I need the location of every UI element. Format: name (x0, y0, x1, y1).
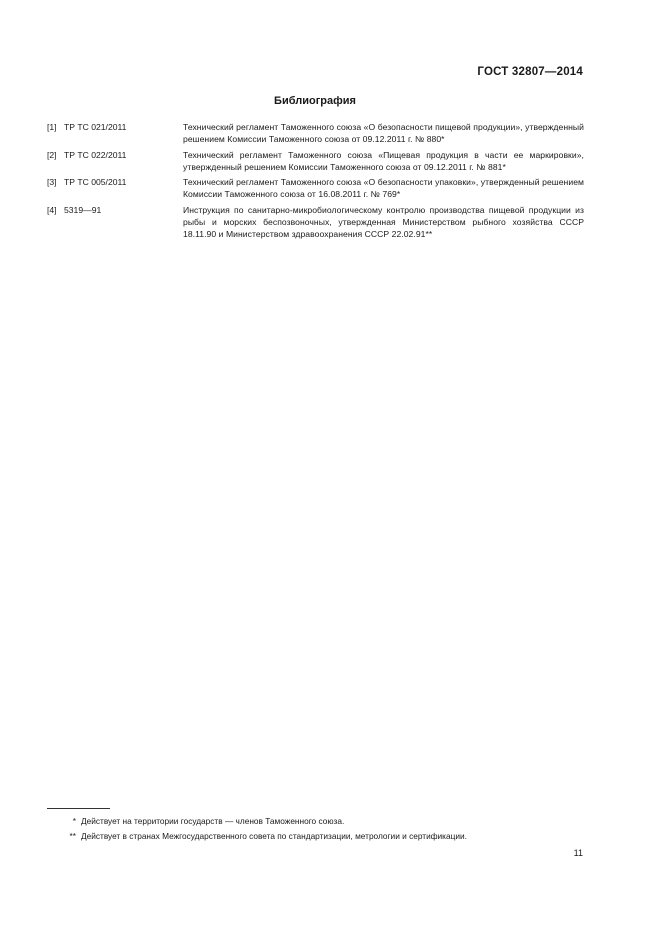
footnote-mark: ** (69, 830, 76, 841)
entry-number: [3] (47, 177, 57, 188)
bibliography-entry (47, 176, 584, 201)
entry-code: ТР ТС 022/2011 (64, 149, 127, 160)
footnote-text: Действует на территории государств — членов Таможенного союза. (81, 816, 345, 826)
footnote (47, 830, 607, 843)
entry-text: Технический регламент Таможенного союза «О безопасности пищевой продукции», утвержденный решением Комиссии Таможенного союза от 09.12.2011 г. № 880* (183, 122, 584, 145)
footnote (47, 815, 607, 828)
entry-number: [2] (47, 149, 57, 160)
entry-text: Технический регламент Таможенного союза «О безопасности упаковки», утвержденный решением Комиссии Таможенного союза от 16.08.2011 г. № 769* (183, 177, 584, 200)
entry-text: Технический регламент Таможенного союза «Пищевая продукция в части ее маркировки», утвержденный решением Комиссии Таможенного союза от 09.12.2011 г. № 881* (183, 149, 584, 172)
entry-number: [1] (47, 122, 57, 132)
bibliography-entry (47, 121, 584, 146)
bibliography-list (47, 121, 584, 244)
footnote-separator (47, 808, 110, 809)
standard-designation: ГОСТ 32807—2014 (477, 66, 583, 78)
footnote-mark: * (72, 816, 76, 826)
entry-code: 5319—91 (64, 204, 102, 215)
entry-code: ТР ТС 021/2011 (64, 122, 127, 132)
entry-number: [4] (47, 204, 57, 215)
section-title: Библиография (274, 95, 356, 107)
page-number: 11 (573, 848, 583, 858)
bibliography-entry (47, 204, 584, 241)
footnote-text: Действует в странах Межгосударственного совета по стандартизации, метрологии и сертификации. (81, 830, 467, 841)
entry-code: ТР ТС 005/2011 (64, 177, 127, 188)
bibliography-entry (47, 149, 584, 174)
entry-text: Инструкция по санитарно-микробиологическому контролю производства пищевой продукции из рыбы и морских беспозвоночных, утвержденная Министерством рыбного хозяйства СССР 18.11.90 и Министерством здравоохранения СССР 22.02.91** (183, 204, 584, 240)
footnotes (47, 815, 607, 844)
